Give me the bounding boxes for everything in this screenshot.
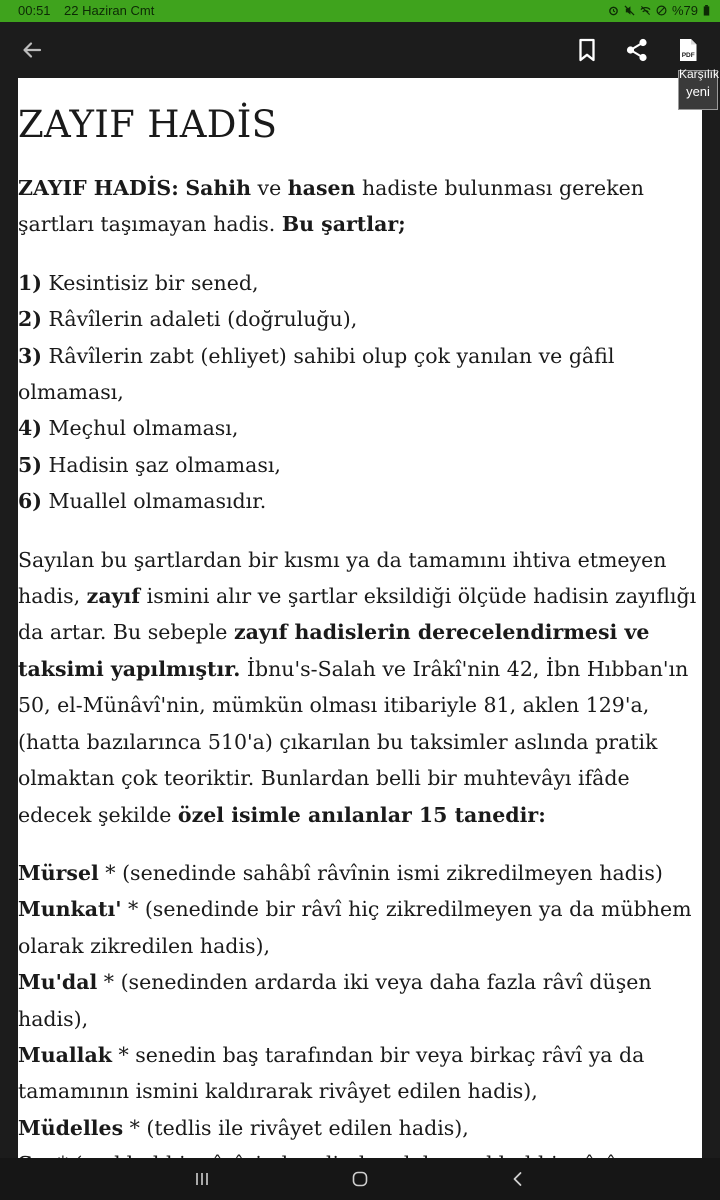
condition-text: Râvîlerin zabt (ehliyet) sahibi olup çok yanılan ve gâfil olmaması,: [18, 343, 615, 405]
condition-item: [18, 410, 702, 446]
hadis-type-desc: * senedin baş tarafından bir veya birkaç râvî ya da tamamının ismini kaldırarak rivâyet edilen hadis),: [18, 1042, 645, 1104]
condition-text: Kesintisiz bir sened,: [41, 270, 259, 295]
article-title: ZAYIF HADİS: [18, 103, 278, 146]
para2-text-2: ismini alır ve şartlar eksildiği ölçüde hadisin zayıflığı da artar. Bu sebeple: [18, 584, 697, 645]
do-not-disturb-icon: [656, 5, 667, 16]
app-bar: [0, 22, 720, 78]
hadis-type-name: Muallak: [18, 1042, 112, 1067]
status-bar: [0, 0, 720, 22]
bookmark-icon[interactable]: [573, 36, 601, 64]
hadis-type-name: Mu'dal: [18, 970, 98, 995]
home-icon[interactable]: [350, 1169, 370, 1189]
alarm-icon: [608, 5, 619, 16]
battery-percent: %79: [671, 3, 698, 18]
condition-text: Râvîlerin adaleti (doğruluğu),: [41, 307, 358, 332]
hadis-type-item: [18, 964, 702, 1037]
hadis-type-desc: * (senedinde bir râvî hiç zikredilmeyen ya da mübhem olarak zikredilen hadis),: [18, 897, 692, 958]
hadis-type-item: [18, 891, 702, 964]
intro-term: ZAYIF HADİS:: [18, 176, 179, 200]
intro-word-sahih: Sahih: [185, 176, 251, 200]
condition-item: [18, 301, 702, 337]
battery-icon: [703, 5, 710, 16]
condition-number: 6): [18, 489, 42, 514]
condition-number: 2): [18, 307, 42, 332]
intro-paragraph: [18, 170, 702, 243]
intro-conditions-heading: Bu şartlar;: [281, 212, 406, 237]
para2-text-1: Sayılan bu şartlardan bir kısmı ya da tamamını ihtiva etmeyen hadis,: [18, 547, 667, 609]
condition-text: Muallel olmamasıdır.: [41, 489, 267, 514]
hadis-type-item: [18, 855, 702, 891]
condition-item: [18, 338, 702, 411]
para2-bold-1: zayıf: [86, 584, 141, 609]
condition-number: 4): [18, 416, 42, 441]
para2-text-3: İbnu's-Salah ve Irâkî'nin 42, İbn Hıbban'ın 50, el-Münâvî'nin, mümkün olması itibariyle 81, aklen 129'a, (hatta bazılarınca 510'a) çıkarılan bu taksimler aslında pratik olmaktan çok teoriktir. Bunlardan belli bir muhtevâyı ifâde edecek şekilde: [18, 656, 689, 827]
para2-bold-3: özel isimle anılanlar 15 tanedir:: [177, 802, 546, 827]
hadis-type-item: [18, 1110, 702, 1146]
hadis-type-name: Müdelles: [18, 1115, 124, 1140]
status-time: 00:51: [18, 3, 51, 18]
pdf-icon-label: PDF: [681, 52, 695, 59]
condition-item: [18, 483, 702, 519]
condition-number: 3): [18, 343, 42, 368]
condition-text: Hadisin şaz olmaması,: [41, 452, 281, 477]
condition-item: [18, 265, 702, 301]
condition-item: [18, 447, 702, 483]
system-nav-bar: [0, 1158, 720, 1200]
hadis-type-desc: * (senedinden ardarda iki veya daha fazla râvî düşen hadis),: [18, 970, 652, 1031]
hadis-type-name: Mürsel: [18, 860, 99, 885]
hadis-type-desc: * (senedinde sahâbî râvînin ismi zikredilmeyen hadis): [98, 860, 663, 885]
condition-number: 1): [18, 270, 42, 295]
article: [18, 78, 702, 1183]
intro-word-hasen: hasen: [287, 176, 356, 200]
content-area[interactable]: [0, 78, 720, 1158]
translation-badge[interactable]: [678, 67, 720, 110]
back-icon[interactable]: [508, 1169, 528, 1189]
share-icon[interactable]: [623, 36, 651, 64]
hadis-type-item: [18, 1037, 702, 1110]
intro-text-1: ve: [251, 176, 288, 200]
article-page: [18, 78, 702, 1178]
condition-text: Meçhul olmaması,: [41, 416, 239, 441]
pdf-icon[interactable]: [674, 36, 702, 64]
status-date: 22 Haziran Cmt: [64, 3, 155, 18]
badge-line-1: Karşılık: [679, 67, 720, 81]
para2-bold-2: zayıf hadislerin derecelendirmesi ve taksimi yapılmıştır.: [18, 620, 650, 681]
wifi-off-icon: [640, 5, 651, 16]
hadis-type-name: Munkatı': [18, 897, 122, 922]
intro-text-2: hadiste bulunması gereken şartları taşımayan hadis.: [18, 176, 644, 237]
hadis-type-desc: * (tedlis ile rivâyet edilen hadis),: [123, 1115, 469, 1140]
classification-paragraph: [18, 542, 702, 833]
back-arrow-icon[interactable]: [18, 36, 46, 64]
status-icons: [608, 3, 710, 18]
mute-icon: [624, 5, 635, 16]
recent-apps-icon[interactable]: [192, 1169, 212, 1189]
condition-number: 5): [18, 452, 42, 477]
badge-line-2: yeni: [686, 84, 710, 99]
